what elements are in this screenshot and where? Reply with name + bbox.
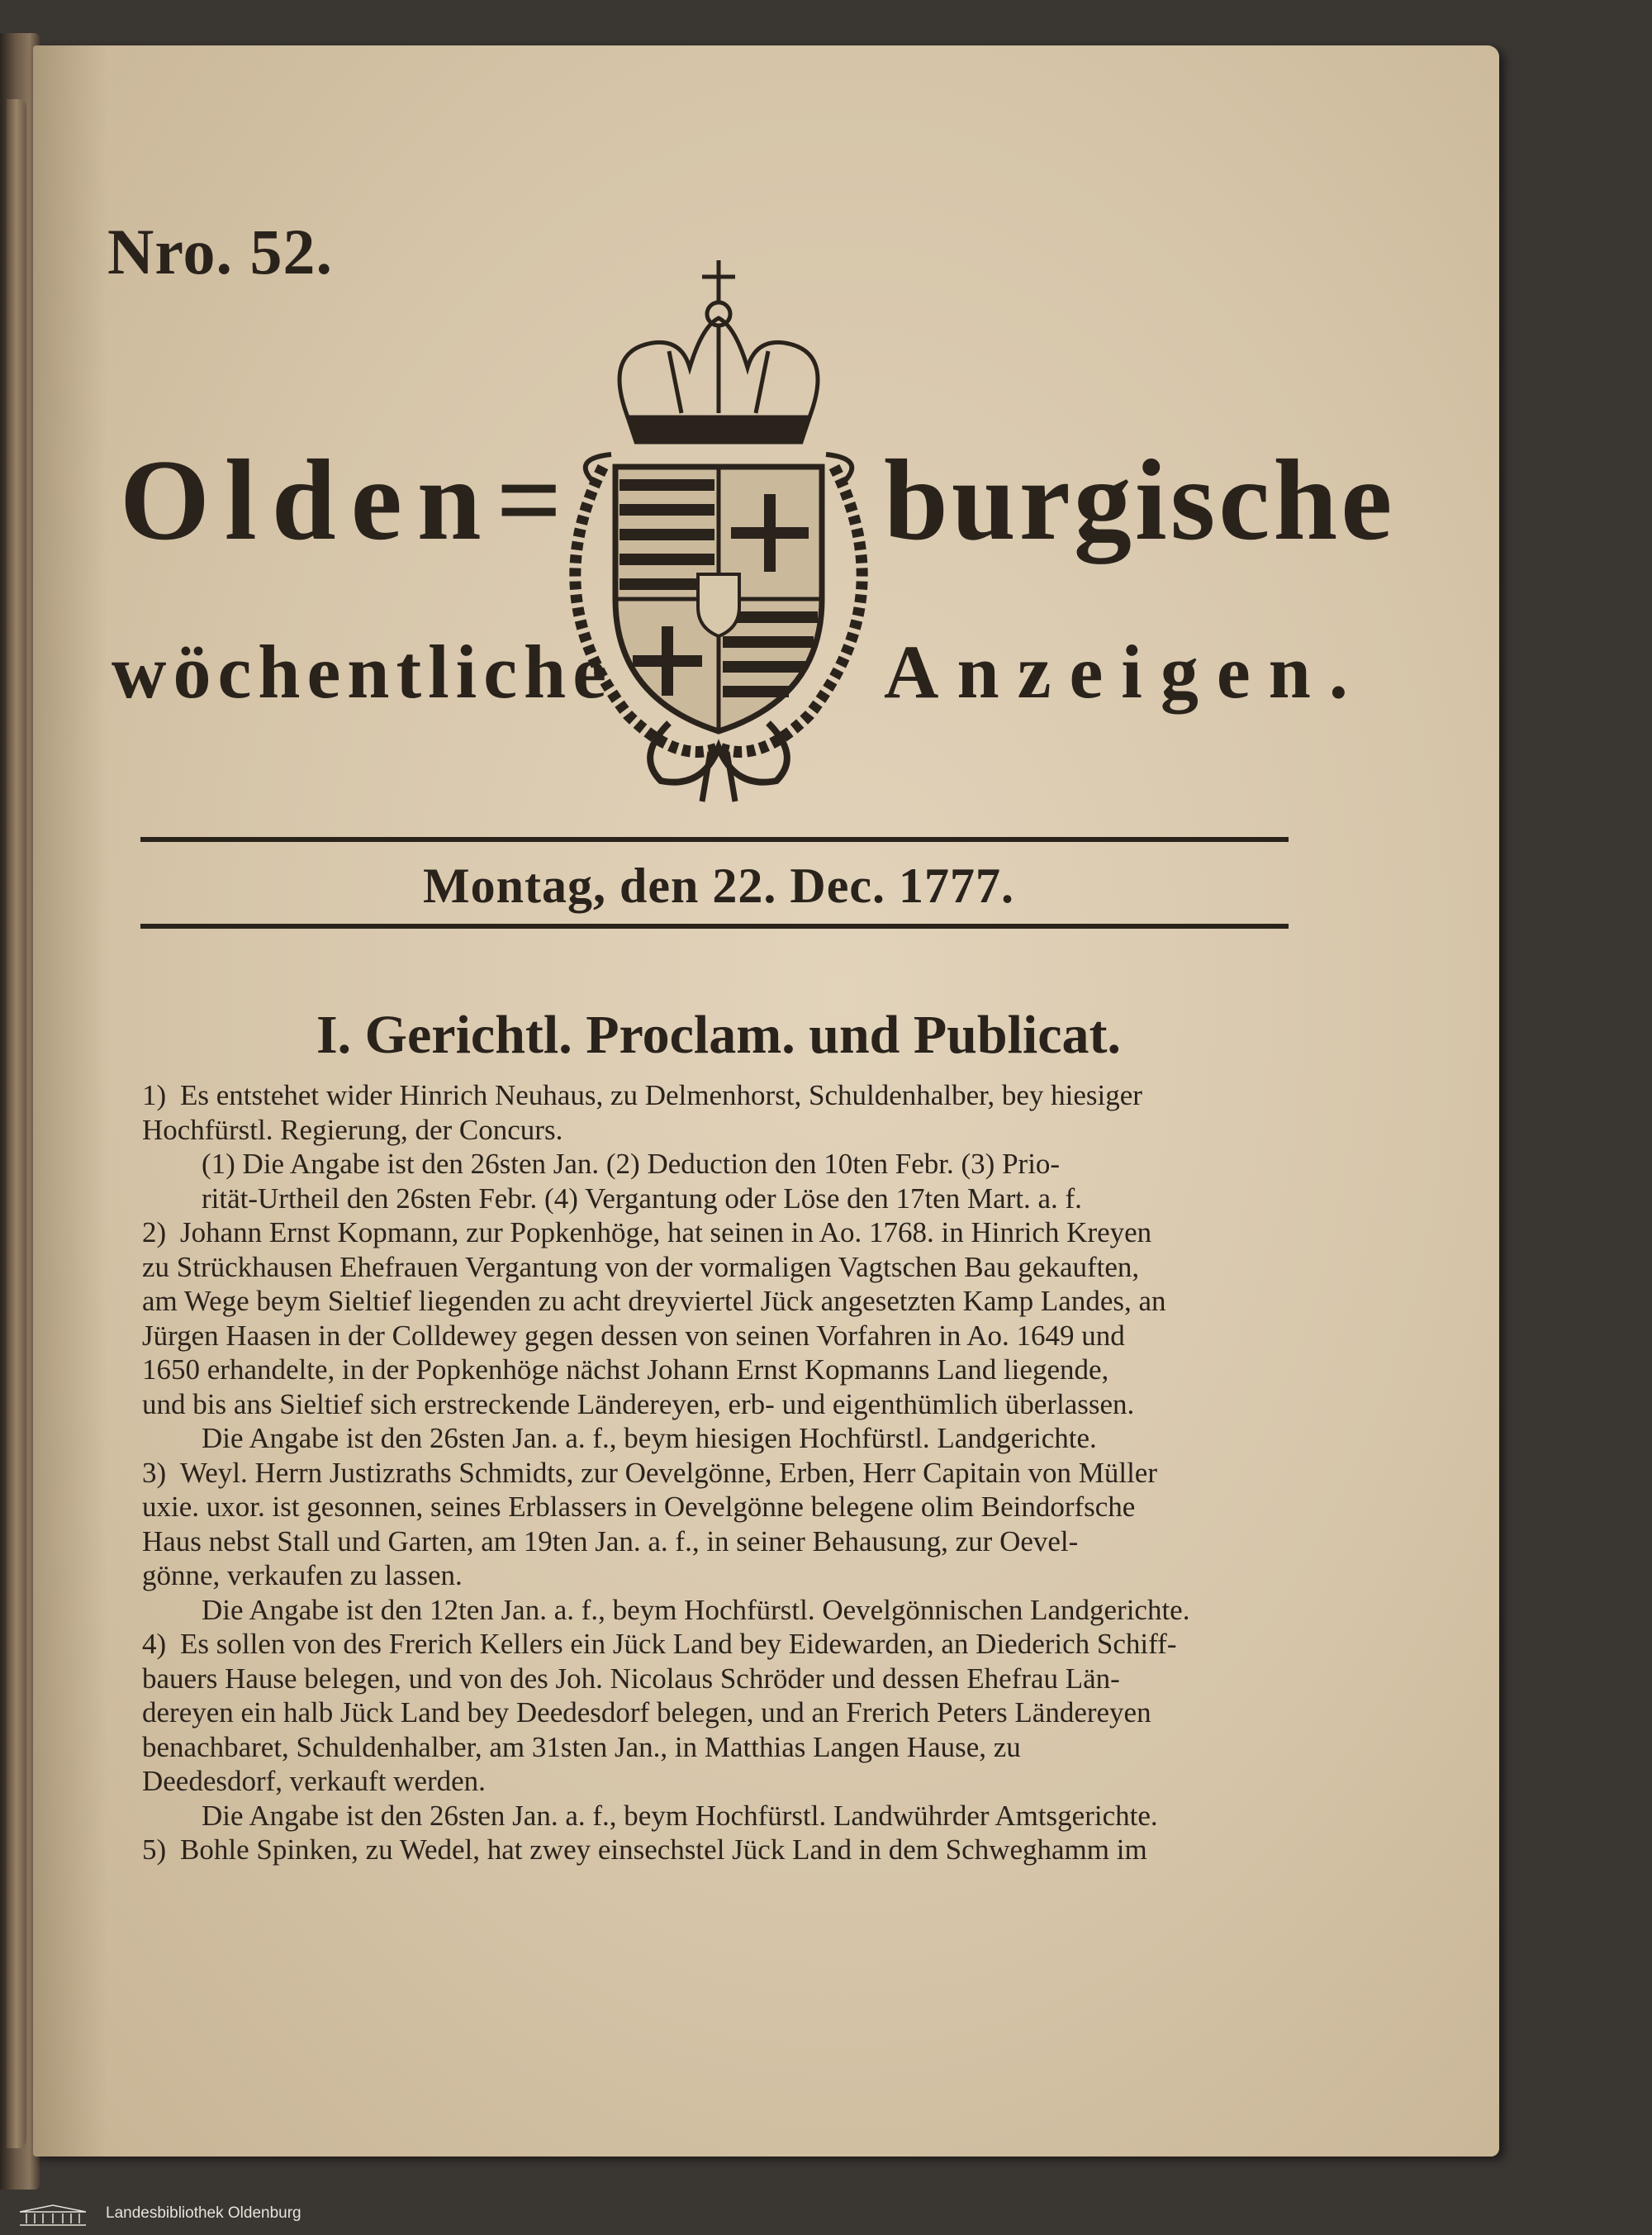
entry-line: gönne, verkaufen zu lassen.: [142, 1559, 463, 1591]
announcement-entry: [140, 1627, 1297, 1833]
footer-bar: [0, 2194, 1652, 2235]
issue-date: Montag, den 22. Dec. 1777.: [423, 858, 1014, 913]
entry-line: am Wege beym Sieltief liegenden zu acht dreyviertel Jück angesetzten Kamp Landes, an: [142, 1285, 1166, 1317]
entry-first-line: [140, 1078, 1297, 1113]
entry-line: uxie. uxor. ist gesonnen, seines Erblassers in Oevelgönne belegene olim Beindorfsche: [142, 1491, 1136, 1523]
previous-page-edge: [7, 99, 26, 2148]
entry-line: und bis ans Sieltief sich erstreckende Ländereyen, erb- und eigenthümlich überlassen.: [142, 1387, 1135, 1420]
coat-of-arms-icon: [537, 252, 900, 806]
announcement-entry: [140, 1078, 1297, 1215]
entry-first-line: [140, 1833, 1297, 1867]
announcement-entry: [140, 1833, 1297, 1867]
entry-line: Jürgen Haasen in der Colldewey gegen dessen von seinen Vorfahren in Ao. 1649 und: [142, 1319, 1125, 1352]
entry-line-text: Es sollen von des Frerich Kellers ein Jück Land bey Eidewarden, an Diederich Schiff-: [180, 1628, 1177, 1660]
entry-notice-line: Die Angabe ist den 26sten Jan. a. f., beym hiesigen Hochfürstl. Landgerichte.: [202, 1422, 1097, 1454]
library-logo-icon: [17, 2204, 89, 2227]
entry-line-text: Johann Ernst Kopmann, zur Popkenhöge, hat seinen in Ao. 1768. in Hinrich Kreyen: [180, 1216, 1152, 1248]
library-name: Landesbibliothek Oldenburg: [106, 2204, 301, 2222]
entry-line: Hochfürstl. Regierung, der Concurs.: [142, 1113, 563, 1146]
masthead-title-left: Olden=: [120, 436, 577, 564]
top-rule: [140, 837, 1289, 842]
entry-line: zu Strückhausen Ehefrauen Vergantung von der vormaligen Vagtschen Bau gekauften,: [142, 1250, 1140, 1283]
masthead-subtitle-right: Anzeigen.: [884, 630, 1366, 714]
entry-number: 3): [142, 1456, 167, 1489]
date-rule: [140, 924, 1289, 929]
entry-line: Deedesdorf, verkauft werden.: [142, 1765, 486, 1797]
entry-line: dereyen ein halb Jück Land bey Deedesdorf belegen, und an Frerich Peters Ländereyen: [142, 1696, 1151, 1729]
announcements-body: [140, 1078, 1297, 1867]
newspaper-page: [33, 45, 1499, 2157]
announcement-entry: [140, 1456, 1297, 1628]
entry-first-line: [140, 1215, 1297, 1250]
entry-line-text: Es entstehet wider Hinrich Neuhaus, zu Delmenhorst, Schuldenhalber, bey hiesiger: [180, 1079, 1142, 1111]
entry-line-text: Weyl. Herrn Justizraths Schmidts, zur Oevelgönne, Erben, Herr Capitain von Müller: [180, 1456, 1157, 1489]
section-heading: I. Gerichtl. Proclam. und Publicat.: [316, 1005, 1122, 1065]
entry-notice-line: rität-Urtheil den 26sten Febr. (4) Vergantung oder Löse den 17ten Mart. a. f.: [202, 1182, 1082, 1215]
entry-line: benachbaret, Schuldenhalber, am 31sten Jan., in Matthias Langen Hause, zu: [142, 1730, 1021, 1763]
entry-notice-line: Die Angabe ist den 12ten Jan. a. f., beym Hochfürstl. Oevelgönnischen Landgerichte.: [202, 1593, 1190, 1626]
announcement-entry: [140, 1215, 1297, 1456]
entry-first-line: [140, 1627, 1297, 1662]
entry-line-text: Bohle Spinken, zu Wedel, hat zwey einsechstel Jück Land in dem Schweghamm im: [180, 1833, 1147, 1866]
masthead-title-right: burgische: [884, 436, 1396, 564]
masthead-subtitle-left: wöchentliche: [112, 630, 614, 714]
issue-number: Nro. 52.: [107, 216, 334, 288]
entry-notice-line: (1) Die Angabe ist den 26sten Jan. (2) Deduction den 10ten Febr. (3) Prio-: [202, 1148, 1061, 1180]
entry-line: 1650 erhandelte, in der Popkenhöge nächst Johann Ernst Kopmanns Land liegende,: [142, 1353, 1109, 1386]
entry-notice-line: Die Angabe ist den 26sten Jan. a. f., beym Hochfürstl. Landwührder Amtsgerichte.: [202, 1799, 1158, 1832]
entry-first-line: [140, 1456, 1297, 1491]
entry-line: bauers Hause belegen, und von des Joh. Nicolaus Schröder und dessen Ehefrau Län-: [142, 1662, 1120, 1695]
entry-number: 5): [142, 1833, 167, 1866]
entry-line: Haus nebst Stall und Garten, am 19ten Jan. a. f., in seiner Behausung, zur Oevel-: [142, 1524, 1079, 1557]
entry-number: 2): [142, 1216, 167, 1248]
entry-number: 1): [142, 1079, 167, 1111]
entry-number: 4): [142, 1628, 167, 1660]
